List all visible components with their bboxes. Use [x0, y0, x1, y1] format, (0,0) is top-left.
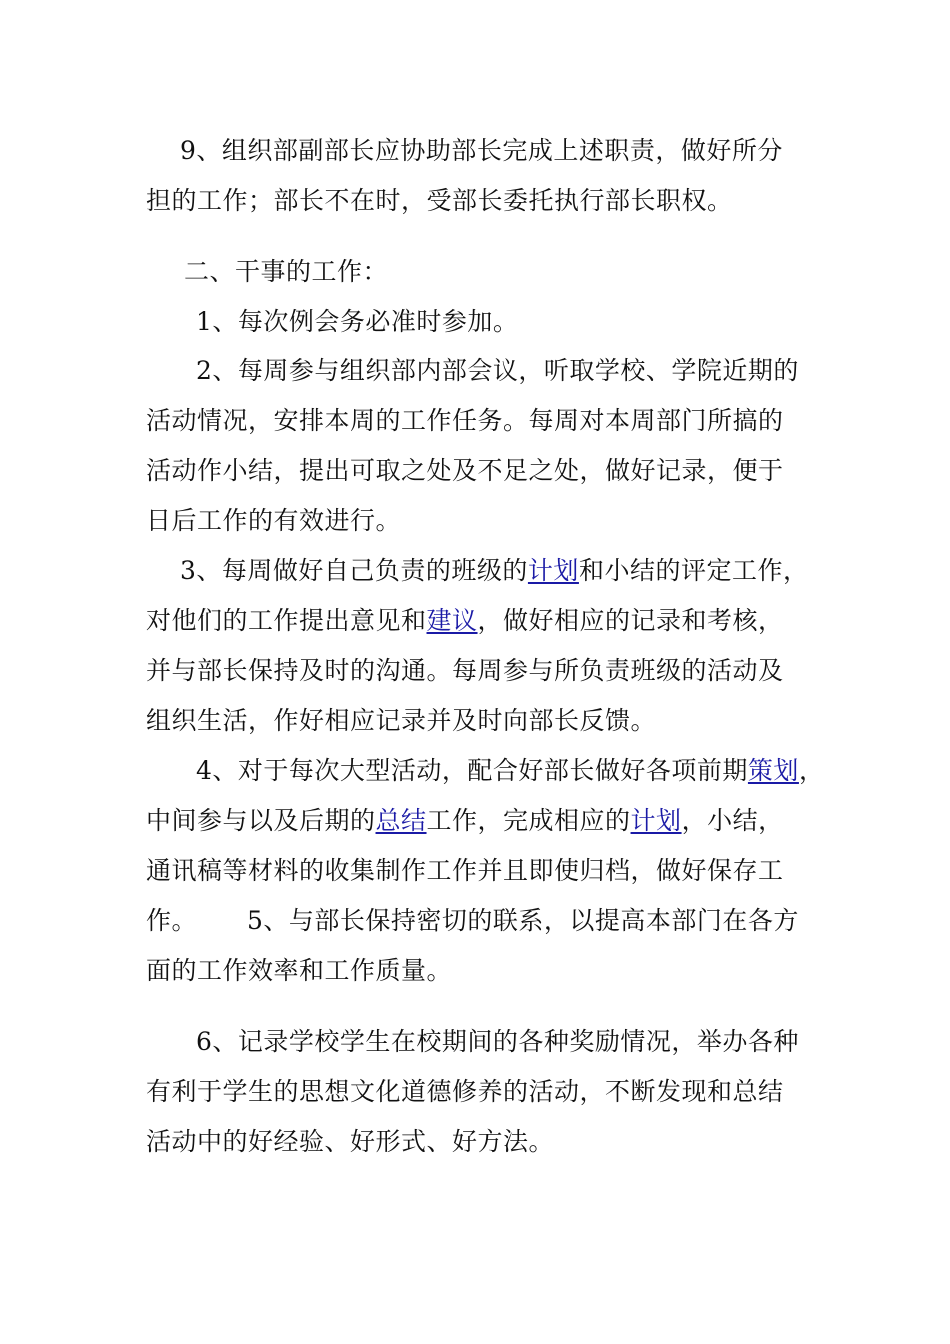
link-plan[interactable]: 计划: [527, 556, 579, 585]
text-run: 5、与部长保持密切的联系，以提高本部门在各方: [247, 906, 799, 935]
text-line: [146, 806, 784, 836]
link-suggestion[interactable]: 建议: [426, 606, 478, 635]
text-run: 活动作小结，提出可取之处及不足之处，做好记录，便于: [146, 456, 784, 485]
text-run: ，做好相应的记录和考核，: [477, 606, 784, 635]
text-run: 面的工作效率和工作质量。: [146, 956, 453, 985]
link-plan[interactable]: 计划: [630, 806, 682, 835]
text-line: [180, 556, 808, 586]
text-line: [180, 136, 783, 166]
text-run: 和小结的评定工作，: [578, 556, 809, 585]
text-line: [146, 456, 784, 486]
text-run: 中间参与以及后期的: [146, 806, 376, 835]
text-run: 2、每周参与组织部内部会议，听取学校、学院近期的: [196, 356, 799, 385]
text-line: [146, 656, 784, 686]
text-run: 组织生活，作好相应记录并及时向部长反馈。: [146, 706, 657, 735]
text-run: 工作，完成相应的: [426, 806, 631, 835]
text-run: 通讯稿等材料的收集制作工作并且即使归档，做好保存工: [146, 856, 784, 885]
text-line: [146, 186, 733, 216]
text-line: [146, 606, 784, 636]
text-run: ，小结，: [681, 806, 784, 835]
text-run: 活动情况，安排本周的工作任务。每周对本周部门所搞的: [146, 406, 784, 435]
text-line: [196, 356, 799, 386]
text-line: [196, 1027, 799, 1057]
text-run: 1、每次例会务必准时参加。: [196, 307, 519, 336]
text-run: 作。: [146, 906, 198, 935]
text-run: 担的工作；部长不在时，受部长委托执行部长职权。: [146, 186, 733, 215]
text-run: 6、记录学校学生在校期间的各种奖励情况，举办各种: [196, 1027, 799, 1056]
text-run: 9、组织部副部长应协助部长完成上述职责，做好所分: [180, 136, 783, 165]
text-run: 并与部长保持及时的沟通。每周参与所负责班级的活动及: [146, 656, 784, 685]
text-run: 活动中的好经验、好形式、好方法。: [146, 1127, 555, 1156]
text-line: [196, 756, 824, 786]
text-line: [146, 406, 784, 436]
text-line: [146, 856, 784, 886]
link-planning[interactable]: 策划: [747, 756, 799, 785]
text-run: 日后工作的有效进行。: [146, 506, 402, 535]
text-run: 4、对于每次大型活动，配合好部长做好各项前期: [196, 756, 748, 785]
text-line: [146, 1077, 784, 1107]
text-line: [196, 307, 518, 337]
text-line: [146, 706, 656, 736]
text-line: [146, 1127, 554, 1157]
text-line: [146, 906, 799, 936]
text-run: ，: [798, 756, 825, 785]
text-run: 有利于学生的思想文化道德修养的活动，不断发现和总结: [146, 1077, 784, 1106]
section-heading: [184, 257, 388, 287]
text-line: [146, 956, 452, 986]
text-run: 3、每周做好自己负责的班级的: [180, 556, 528, 585]
text-run: 对他们的工作提出意见和: [146, 606, 427, 635]
text-line: [146, 506, 401, 536]
text-run: 二、干事的工作：: [184, 257, 389, 286]
link-summary[interactable]: 总结: [375, 806, 427, 835]
